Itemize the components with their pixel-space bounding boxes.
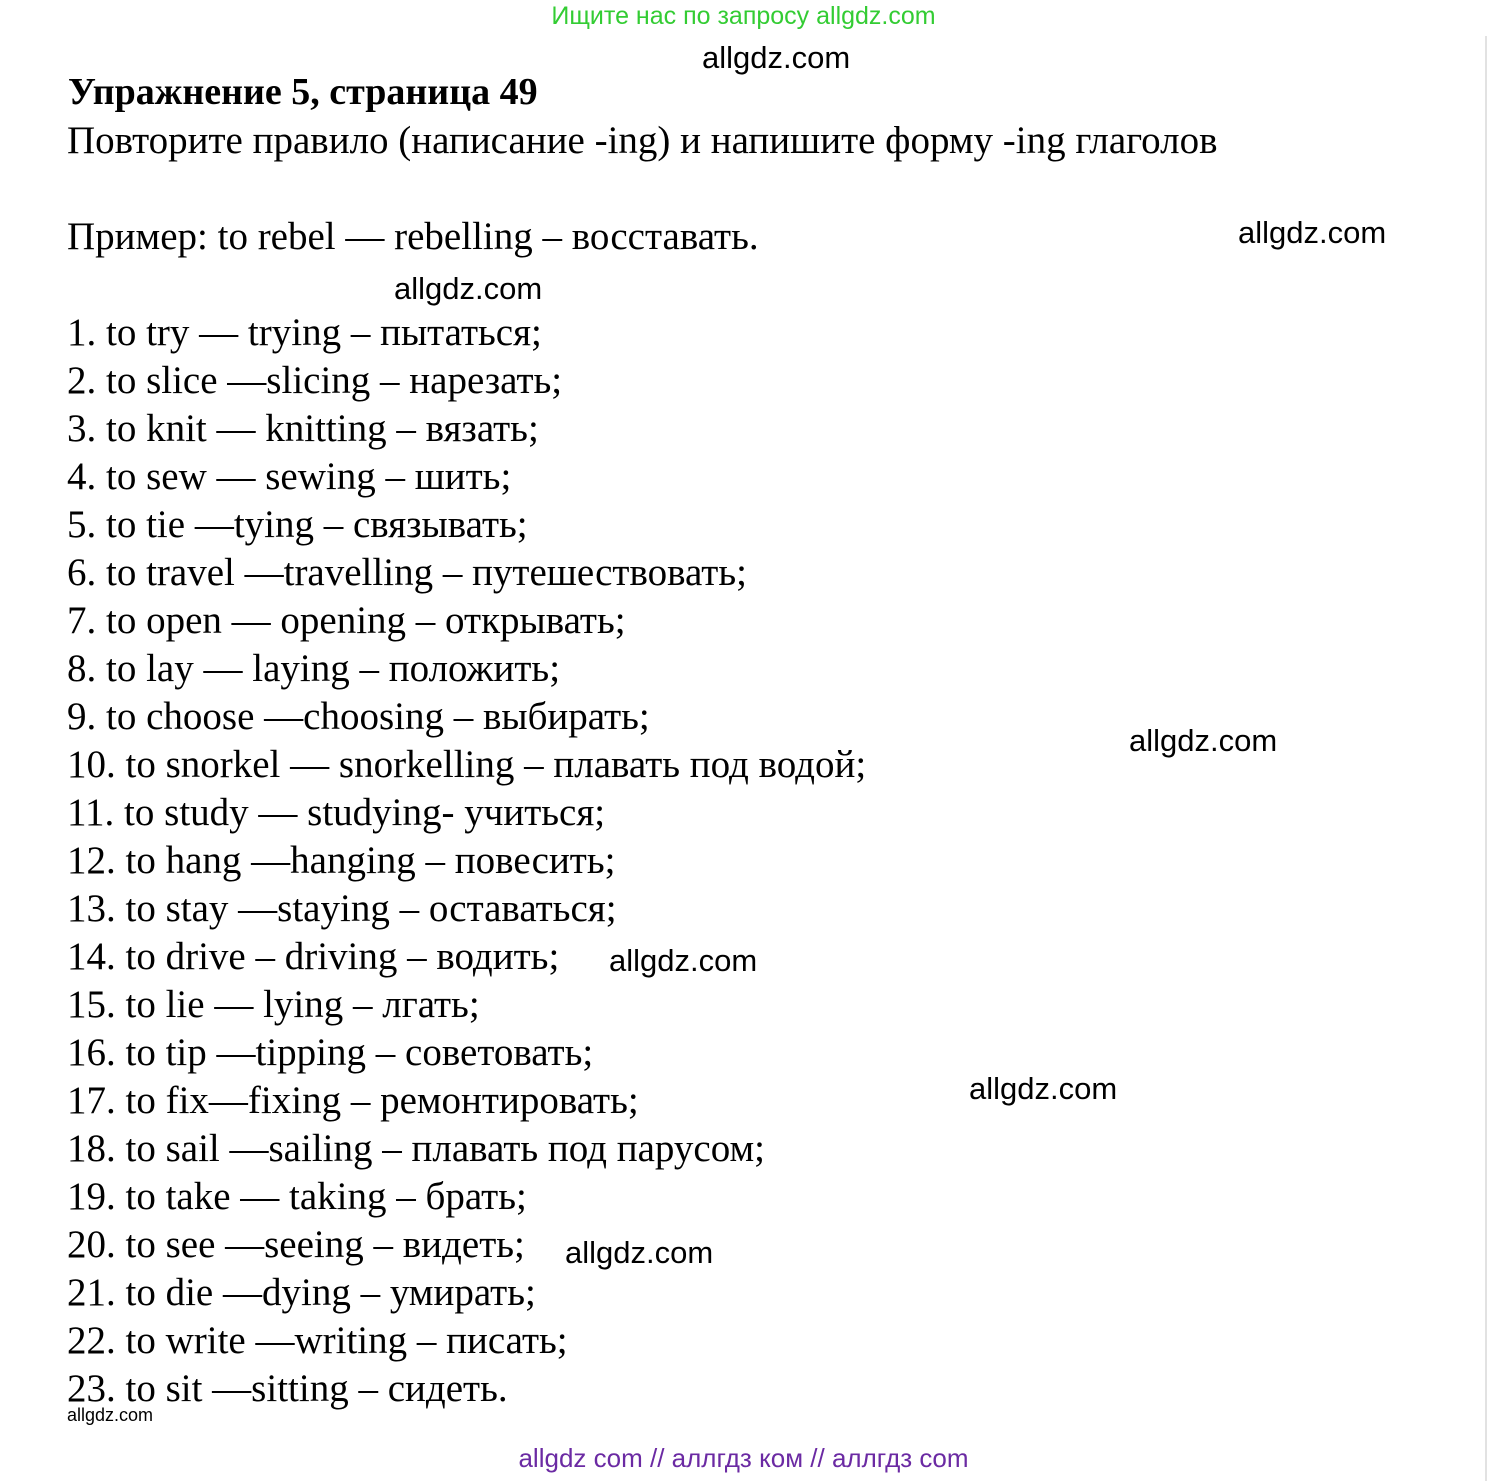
answer-item: 4. to sew — sewing – шить; bbox=[67, 455, 512, 498]
answer-item: 19. to take — taking – брать; bbox=[67, 1175, 527, 1218]
watermark: allgdz.com bbox=[565, 1235, 714, 1270]
answer-item: 11. to study — studying- учиться; bbox=[67, 791, 606, 834]
exercise-instruction: Повторите правило (написание -ing) и напишите форму -ing глаголов bbox=[67, 119, 1218, 162]
answer-item: 8. to lay — laying – положить; bbox=[67, 647, 561, 690]
answer-item: 18. to sail —sailing – плавать под парусом; bbox=[67, 1127, 766, 1170]
answer-item: 23. to sit —sitting – сидеть. bbox=[67, 1367, 508, 1410]
answer-item: 3. to knit — knitting – вязать; bbox=[67, 407, 539, 450]
answer-item: 15. to lie — lying – лгать; bbox=[67, 983, 480, 1026]
answer-item: 13. to stay —staying – оставаться; bbox=[67, 887, 617, 930]
watermark: allgdz.com bbox=[67, 1405, 154, 1425]
answer-item: 17. to fix—fixing – ремонтировать; bbox=[67, 1079, 639, 1122]
answer-item: 21. to die —dying – умирать; bbox=[67, 1271, 536, 1314]
watermark: allgdz.com bbox=[609, 943, 758, 978]
answer-item: 12. to hang —hanging – повесить; bbox=[67, 839, 616, 882]
watermark: allgdz.com bbox=[1129, 723, 1278, 758]
answer-item: 6. to travel —travelling – путешествовать; bbox=[67, 551, 747, 594]
watermark: allgdz.com bbox=[969, 1071, 1118, 1106]
answer-item: 10. to snorkel — snorkelling – плавать под водой; bbox=[67, 743, 867, 786]
answer-item: 22. to write —writing – писать; bbox=[67, 1319, 568, 1362]
answer-item: 14. to drive – driving – водить; bbox=[67, 935, 560, 978]
answer-item: 16. to tip —tipping – советовать; bbox=[67, 1031, 594, 1074]
footer-links[interactable]: allgdz com // аллгдз ком // аллгдз com bbox=[518, 1443, 969, 1473]
answer-item: 1. to try — trying – пытаться; bbox=[67, 311, 542, 354]
answer-item: 5. to tie —tying – связывать; bbox=[67, 503, 528, 546]
answer-item: 20. to see —seeing – видеть; bbox=[67, 1223, 525, 1266]
watermark: allgdz.com bbox=[702, 40, 851, 75]
answer-list bbox=[67, 310, 866, 1414]
top-banner[interactable]: Ищите нас по запросу allgdz.com bbox=[551, 2, 936, 30]
watermark: allgdz.com bbox=[394, 271, 543, 306]
example-line: Пример: to rebel — rebelling – восставать. bbox=[67, 215, 759, 258]
answer-item: 2. to slice —slicing – нарезать; bbox=[67, 359, 563, 402]
page-title: Упражнение 5, страница 49 bbox=[68, 71, 538, 113]
answer-item: 9. to choose —choosing – выбирать; bbox=[67, 695, 650, 738]
watermark: allgdz.com bbox=[1238, 215, 1387, 250]
answer-item: 7. to open — opening – открывать; bbox=[67, 599, 626, 642]
